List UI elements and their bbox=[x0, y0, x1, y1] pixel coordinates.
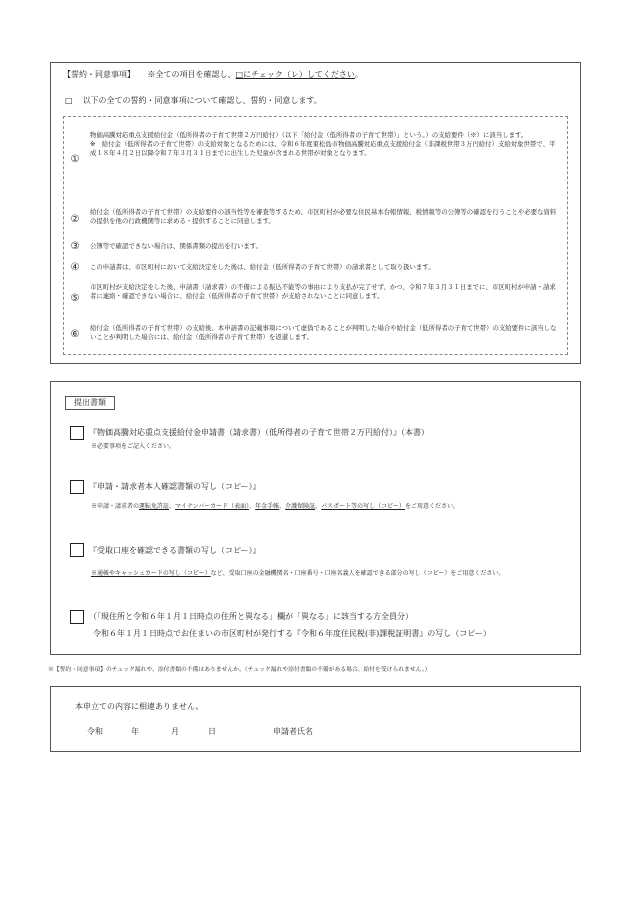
date-year: 年 bbox=[131, 727, 139, 736]
item-mark-5: ⑤ bbox=[70, 293, 80, 304]
doc-title-1: 『物価高騰対応重点支援給付金申請書（請求書）（低所得者の子育て世帯２万円給付）』（本書） bbox=[89, 428, 429, 437]
pledge-header: 【誓約・同意事項】 ※全ての項目を確認し、□にチェック（レ）してください。 bbox=[63, 70, 363, 79]
doc-checkbox-3[interactable] bbox=[70, 543, 84, 557]
pledge-item-6: 給付金（低所得者の子育て世帯）の支給後、本申請書の記載事項について虚偽であることが判明した場合や給付金（低所得者の子育て世帯）の支給要件に該当しないことが判明した場合には、給付金（低所得者の子育て世帯）を返還します。 bbox=[90, 324, 557, 341]
item-mark-3: ③ bbox=[70, 241, 80, 252]
doc-title-4: （「現住所と令和６年１月１日時点の住所と異なる」欄が「異なる」に該当する方全員分） bbox=[89, 612, 413, 621]
doc-note-2: ※申請・請求者の運転免許証、マイナンバーカード（表面）、年金手帳、介護保険証、パスポート等の写し（コピー）をご用意ください。 bbox=[91, 503, 459, 510]
date-month: 月 bbox=[171, 727, 179, 736]
doc-title-3: 『受取口座を確認できる書類の写し（コピー）』 bbox=[89, 546, 261, 555]
pledge-item-1: 物価高騰対応重点支援給付金（低所得者の子育て世帯２万円給付）（以下「給付金（低所得者の子育て世帯）」という。）の支給要件（※）に該当します。 ※ 給付金（低所得者の子育て世帯）の支給対象となるためには、令和６年度東松島市物価高騰対応重点支援給付金（非課税世帯３万円給付）支給対象世帯で、平成１８年４月２日以降令和７年３月３１日までに出生した児童が含まれる世帯が対象となります。 bbox=[90, 131, 556, 157]
pledge-item-5: 市区町村が支給決定をした後、申請書（請求書）の不備による振込不能等の事由により支払が完了せず、かつ、令和７年３月３１日までに、市区町村が申請・請求者に連絡・確認できない場合に、給付金（低所得者の子育て世帯）が支給されないことに同意します。 bbox=[90, 283, 556, 300]
pledge-item-4: この申請書は、市区町村において支給決定をした後は、給付金（低所得者の子育て世帯）の請求書として取り扱います。 bbox=[90, 263, 435, 271]
applicant-name-label: 申請者氏名 bbox=[273, 727, 313, 736]
item-mark-4: ④ bbox=[70, 262, 80, 273]
item-mark-6: ⑥ bbox=[70, 329, 80, 340]
footnote: ※【誓約・同意事項】のチェック漏れや、添付書類の不備はありませんか。（チェック漏れや添付書類の不備がある場合、給付を受けられません。） bbox=[48, 667, 431, 673]
doc-checkbox-4[interactable] bbox=[70, 610, 84, 624]
doc-checkbox-1[interactable] bbox=[70, 426, 84, 440]
doc-title-4b: 令和６年１月１日時点でお住まいの市区町村が発行する『令和６年度住民税(非)課税証明書』の写し（コピー） bbox=[93, 629, 491, 638]
doc-note-3: ※通帳やキャッシュカードの写し（コピー）など、受取口座の金融機関名・口座番号・口座名義人を確認できる部分の写し（コピー）をご用意ください。 bbox=[91, 570, 505, 577]
applicant-name-field[interactable] bbox=[321, 721, 561, 741]
declaration-text: 本申立ての内容に相違ありません。 bbox=[75, 702, 204, 711]
documents-section bbox=[50, 381, 581, 655]
pledge-section bbox=[50, 62, 581, 364]
pledge-item-2: 給付金（低所得者の子育て世帯）の支給要件の該当性等を審査等するため、市区町村が必要な住民基本台帳情報、税情報等の公簿等の確認を行うことや必要な資料の提供を他の行政機関等に求める・提供することに同意します。 bbox=[90, 208, 557, 225]
declaration-section bbox=[50, 686, 581, 752]
date-day: 日 bbox=[208, 727, 216, 736]
agree-checkbox[interactable]: □ bbox=[65, 96, 73, 105]
doc-title-2: 『申請・請求者本人確認書類の写し（コピー）』 bbox=[89, 482, 261, 491]
pledge-agree-row[interactable] bbox=[65, 96, 322, 106]
date-era: 令和 bbox=[87, 727, 103, 736]
pledge-items-box bbox=[63, 116, 568, 355]
doc-note-1: ※必要事項をご記入ください。 bbox=[91, 443, 176, 450]
doc-checkbox-2[interactable] bbox=[70, 480, 84, 494]
pledge-item-3: 公簿等で確認できない場合は、関係書類の提出を行います。 bbox=[90, 242, 263, 250]
item-mark-2: ② bbox=[70, 214, 80, 225]
item-mark-1: ① bbox=[70, 154, 80, 165]
agree-text: 以下の全ての誓約・同意事項について確認し、誓約・同意します。 bbox=[82, 96, 322, 105]
pledge-instruction: ※全ての項目を確認し、□にチェック（レ）してください。 bbox=[147, 70, 363, 79]
documents-header: 提出書類 bbox=[65, 396, 115, 410]
